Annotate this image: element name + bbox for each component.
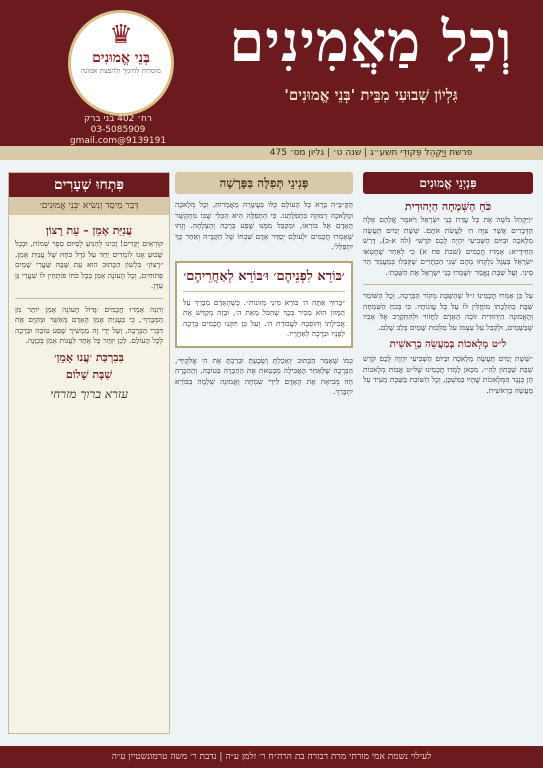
signature: עזרא ברוך מזרחי bbox=[49, 386, 129, 401]
contact-phone: 03-5085909 bbox=[90, 125, 146, 135]
divider bbox=[15, 298, 163, 299]
right-section-heading: פִּנְיְנֵי אֱמוּנִים bbox=[363, 172, 533, 194]
right-text-3: ״שֵׁשֶׁת יָמִים תֵּעָשֶׂה מְלָאכָה וּבַיּוֹם הַשְּׁבִיעִי יִהְיֶה לָכֶם קֹדֶשׁ שַׁבַּת שַׁבָּתוֹן לַה׳״. מִכָּאן לָמְדוּ חֲכָמֵינוּ שֶׁל״ט אֲבוֹת מְלָאכוֹת הֵן כְּנֶגֶד הַמְּלָאכוֹת שֶׁהָיוּ בַּמִּשְׁכָּן, וְכָל הַשּׁוֹבֵת בַּשַּׁבָּת מֵעִיד עַל מַעֲשֵׂה בְרֵאשִׁית. bbox=[363, 354, 533, 395]
divider bbox=[363, 284, 533, 285]
logo-name: בְּנֵי אֱמוּנִים bbox=[92, 50, 150, 66]
middle-column bbox=[175, 172, 353, 732]
left-section-heading: פִּתְחוּ שְׁעָרִים bbox=[9, 173, 169, 197]
middle-section-heading: פְּנִינֵי תְּפִלָּה בַּפָּרָשָׁה bbox=[175, 172, 353, 194]
left-closing: בִּבִרְכַּת ׳עֲנוּ אָמֵן׳ bbox=[54, 350, 124, 364]
middle-text-2: כְּמוֹ שֶׁאָמַר הַכָּתוּב ׳וְאָכַלְתָּ וְשָׂבָעְתָּ וּבֵרַכְתָּ אֶת ה׳ אֱלֹקֶיךָ׳, הַבְּרָכָה שֶׁלְּאַחַר הָאֲכִילָה מְבַטֵּאת אֶת הַהַכָּרָה בַּטּוֹבָה, וְהַהַכָּרָה הַזּוֹ מְבִיאָה אֶת הָאָדָם לִידֵי שִׂמְחָה וַאֲמוּנָה שְׁלֵמָה בַּבּוֹרֵא יִתְבָּרַךְ. bbox=[175, 355, 353, 396]
right-sub-title: ל״ט מְלָאכוֹת בְּמַעֲשֵׂה בְרֵאשִׁית bbox=[389, 339, 507, 350]
middle-box-title: ׳בּוֹרֵא לִפְנֵיהֶם׳ וּ׳בּוֹרֵא לְאַחֲרֵיהֶם׳ bbox=[183, 268, 345, 284]
logo bbox=[68, 10, 174, 116]
logo-subtitle: מוסדות לחינוך ולהפצת אמונה bbox=[81, 67, 161, 75]
middle-text-1: הַקָּ״בָּ״ה בָּרָא כָּל הָעוֹלָם כֻּלּוֹ בַּעֲשָׂרָה מַאֲמָרוֹת, וְכָל מְלָאכָה וּמְלָאכָה רְמוּזָה בִּתְפִלָּתֵנוּ. כִּי הַתְּפִלָּה הִיא הַכְּלִי שֶׁבּוֹ מִתְקַשֵּׁר הָאָדָם אֶל בּוֹרְאוֹ, וּמְקַבֵּל מִמֶּנּוּ שֶׁפַע בְּרָכָה וְהַצְלָחָה. וְזֶהוּ שֶׁאָמְרוּ חֲכָמִים ׳לְעוֹלָם יְסַדֵּר אָדָם שִׁבְחוֹ שֶׁל הַקָּבָּ״ה וְאַחַר כָּךְ יִתְפַּלֵּל׳. bbox=[175, 200, 353, 251]
masthead bbox=[0, 0, 543, 160]
left-box-title: עֲנִיַּת אָמֵן – עֵת רָצוֹן bbox=[45, 224, 133, 237]
right-text-2: עַל כֵּן אָמְרוּ חֲכָמֵינוּ ז״ל שֶׁהַשַּׁבָּת מְקוֹר הַבְּרָכָה, וְכָל הַשּׁוֹמֵר שַׁבָּת כְּהִלְכָתוֹ מוֹחֲלִין לוֹ עַל כָּל עֲוֹנוֹתָיו. כִּי בְּכֹחַ הַשִּׁמְחָה וְהָאֱמוּנָה הַיְהוּדִית זוֹכֶה הָאָדָם לַחֲזוֹר וּלְהִתְקָרֵב אֶל אָבִיו שֶׁבַּשָּׁמַיִם, וּלְקַבֵּל עַל עַצְמוֹ עֹל מַלְכוּת שָׁמַיִם בְּלֵב שָׁלֵם. bbox=[363, 291, 533, 332]
right-box-title: כֹּחַ הַשִּׁמְחָה הַיְהוּדִית bbox=[404, 200, 492, 213]
issue-line: פרשת וַיַּקְהֵל פְּקוּדֵי תשע״ג | שנה ט׳ | גליון מס׳ 475 bbox=[269, 148, 473, 158]
right-column bbox=[363, 172, 533, 732]
contact-email[interactable]: 9139191@gmail.com bbox=[69, 136, 167, 146]
page-title: וְכָל מַאֲמִינִים bbox=[229, 9, 513, 75]
left-text-1: קוֹרְאִים יְקָרִים! זָכִינוּ לְהַגִּיעַ לְסִיּוּם סֵפֶר שְׁמוֹת, וּבְכָל שָׁבוּעַ אָנוּ לוֹמְדִים יַחַד עַל גֹּדֶל כֹּחָהּ שֶׁל עֲנִיַּת אָמֵן. ״רָצוֹן״ בִּלְשׁוֹן הַכָּתוּב הוּא עֵת שֶׁבָּהּ שַׁעֲרֵי שָׁמַיִם פְּתוּחִים, וְכָל הָעוֹנֶה אָמֵן בְּכָל כֹּחוֹ פּוֹתְחִין לוֹ שַׁעֲרֵי גַּן עֵדֶן. bbox=[15, 239, 163, 290]
crown-icon: ♛ bbox=[109, 20, 133, 50]
contact-address: רח׳ 402 בני ברק bbox=[84, 114, 152, 124]
left-text-2: וְהִנֵּה אָמְרוּ חֲכָמִים ׳גָּדוֹל הָעוֹנֶה אָמֵן יוֹתֵר מִן הַמְּבָרֵךְ׳, כִּי בַּעֲנִיַּת אָמֵן הָאָדָם מְאַשֵּׁר וּמְקַיֵּם אֶת דִּבְרֵי הַבְּרָכָה, וְעַל יְדֵי זֶה מַמְשִׁיךְ שֶׁפַע טוֹבָה וּבְרָכָה לְכָל הָעוֹלָם. לָכֵן יִזָּהֵר כָּל אֶחָד לַעֲנוֹת אָמֵן בְּכַוָּנָה. bbox=[15, 304, 163, 345]
page-subtitle: גִּלְיוֹן שְׁבוּעִי מִבֵּית 'בְּנֵי אֱמוּנִים' bbox=[284, 86, 458, 104]
left-section-subheading: דְּבַר מַיסַד וְנְשִׂיא ׳בְּנֵי אֱמוּנִים׳ bbox=[9, 197, 169, 215]
right-text-1: ״וַיַּקְהֵל מֹשֶׁה אֶת כָּל עֲדַת בְּנֵי יִשְׂרָאֵל וַיֹּאמֶר אֲלֵהֶם אֵלֶּה הַדְּבָרִים אֲשֶׁר צִוָּה ה׳ לַעֲשֹׂת אֹתָם. שֵׁשֶׁת יָמִים תֵּעָשֶׂה מְלָאכָה וּבַיּוֹם הַשְּׁבִיעִי יִהְיֶה לָכֶם קֹדֶשׁ״ (לה א-ב). דָּרַשׁ הַחִידָ״א: אָמְרוּ חֲכָמִים (שבת פח א) כִּי לְאַחַר שֶׁחָטְאוּ יִשְׂרָאֵל בְּעֵגֶל נִלְקְחוּ מֵהֶם שְׁנֵי הַכְּתָרִים שֶׁקִּבְּלוּ בְּמַעֲמַד הַר סִינַי. וְעַל שַׁבָּת נֶאֱמַר ׳וְשָׁמְרוּ בְנֵי יִשְׂרָאֵל אֶת הַשַּׁבָּת׳. bbox=[363, 215, 533, 277]
left-body bbox=[9, 215, 169, 407]
middle-quote-box bbox=[175, 261, 353, 348]
divider bbox=[183, 291, 345, 292]
left-column bbox=[8, 172, 170, 734]
left-closing-2: שַׁבָּת שָׁלוֹם bbox=[65, 367, 113, 381]
middle-box-text: ״בָּרוּךְ אַתָּה ה׳ בּוֹרֵא מִינֵי מְזוֹנוֹת״. כְּשֶׁהָאָדָם מְבָרֵךְ עַל הַמָּזוֹן הוּא מַכִּיר בְּכָךְ שֶׁהַכֹּל מֵאֵת ה׳, וּבָזֶה מְקַדֵּשׁ אֶת אֲכִילָתוֹ וְהוֹפְכָהּ לַעֲבוֹדַת ה׳. וְעַל כֵּן תִּקְּנוּ חֲכָמִים בְּרָכָה לְפָנָיו וּבְרָכָה לְאַחֲרָיו. bbox=[183, 297, 345, 338]
footer-dedication: לעילוי נשמת אמי מורתי מרת דבורה בת הרה״ח ר׳ זלמן ע״ה | נדבת ר׳ משה טרמונשטיין ע״ה bbox=[0, 746, 543, 768]
contact-info bbox=[62, 114, 174, 147]
